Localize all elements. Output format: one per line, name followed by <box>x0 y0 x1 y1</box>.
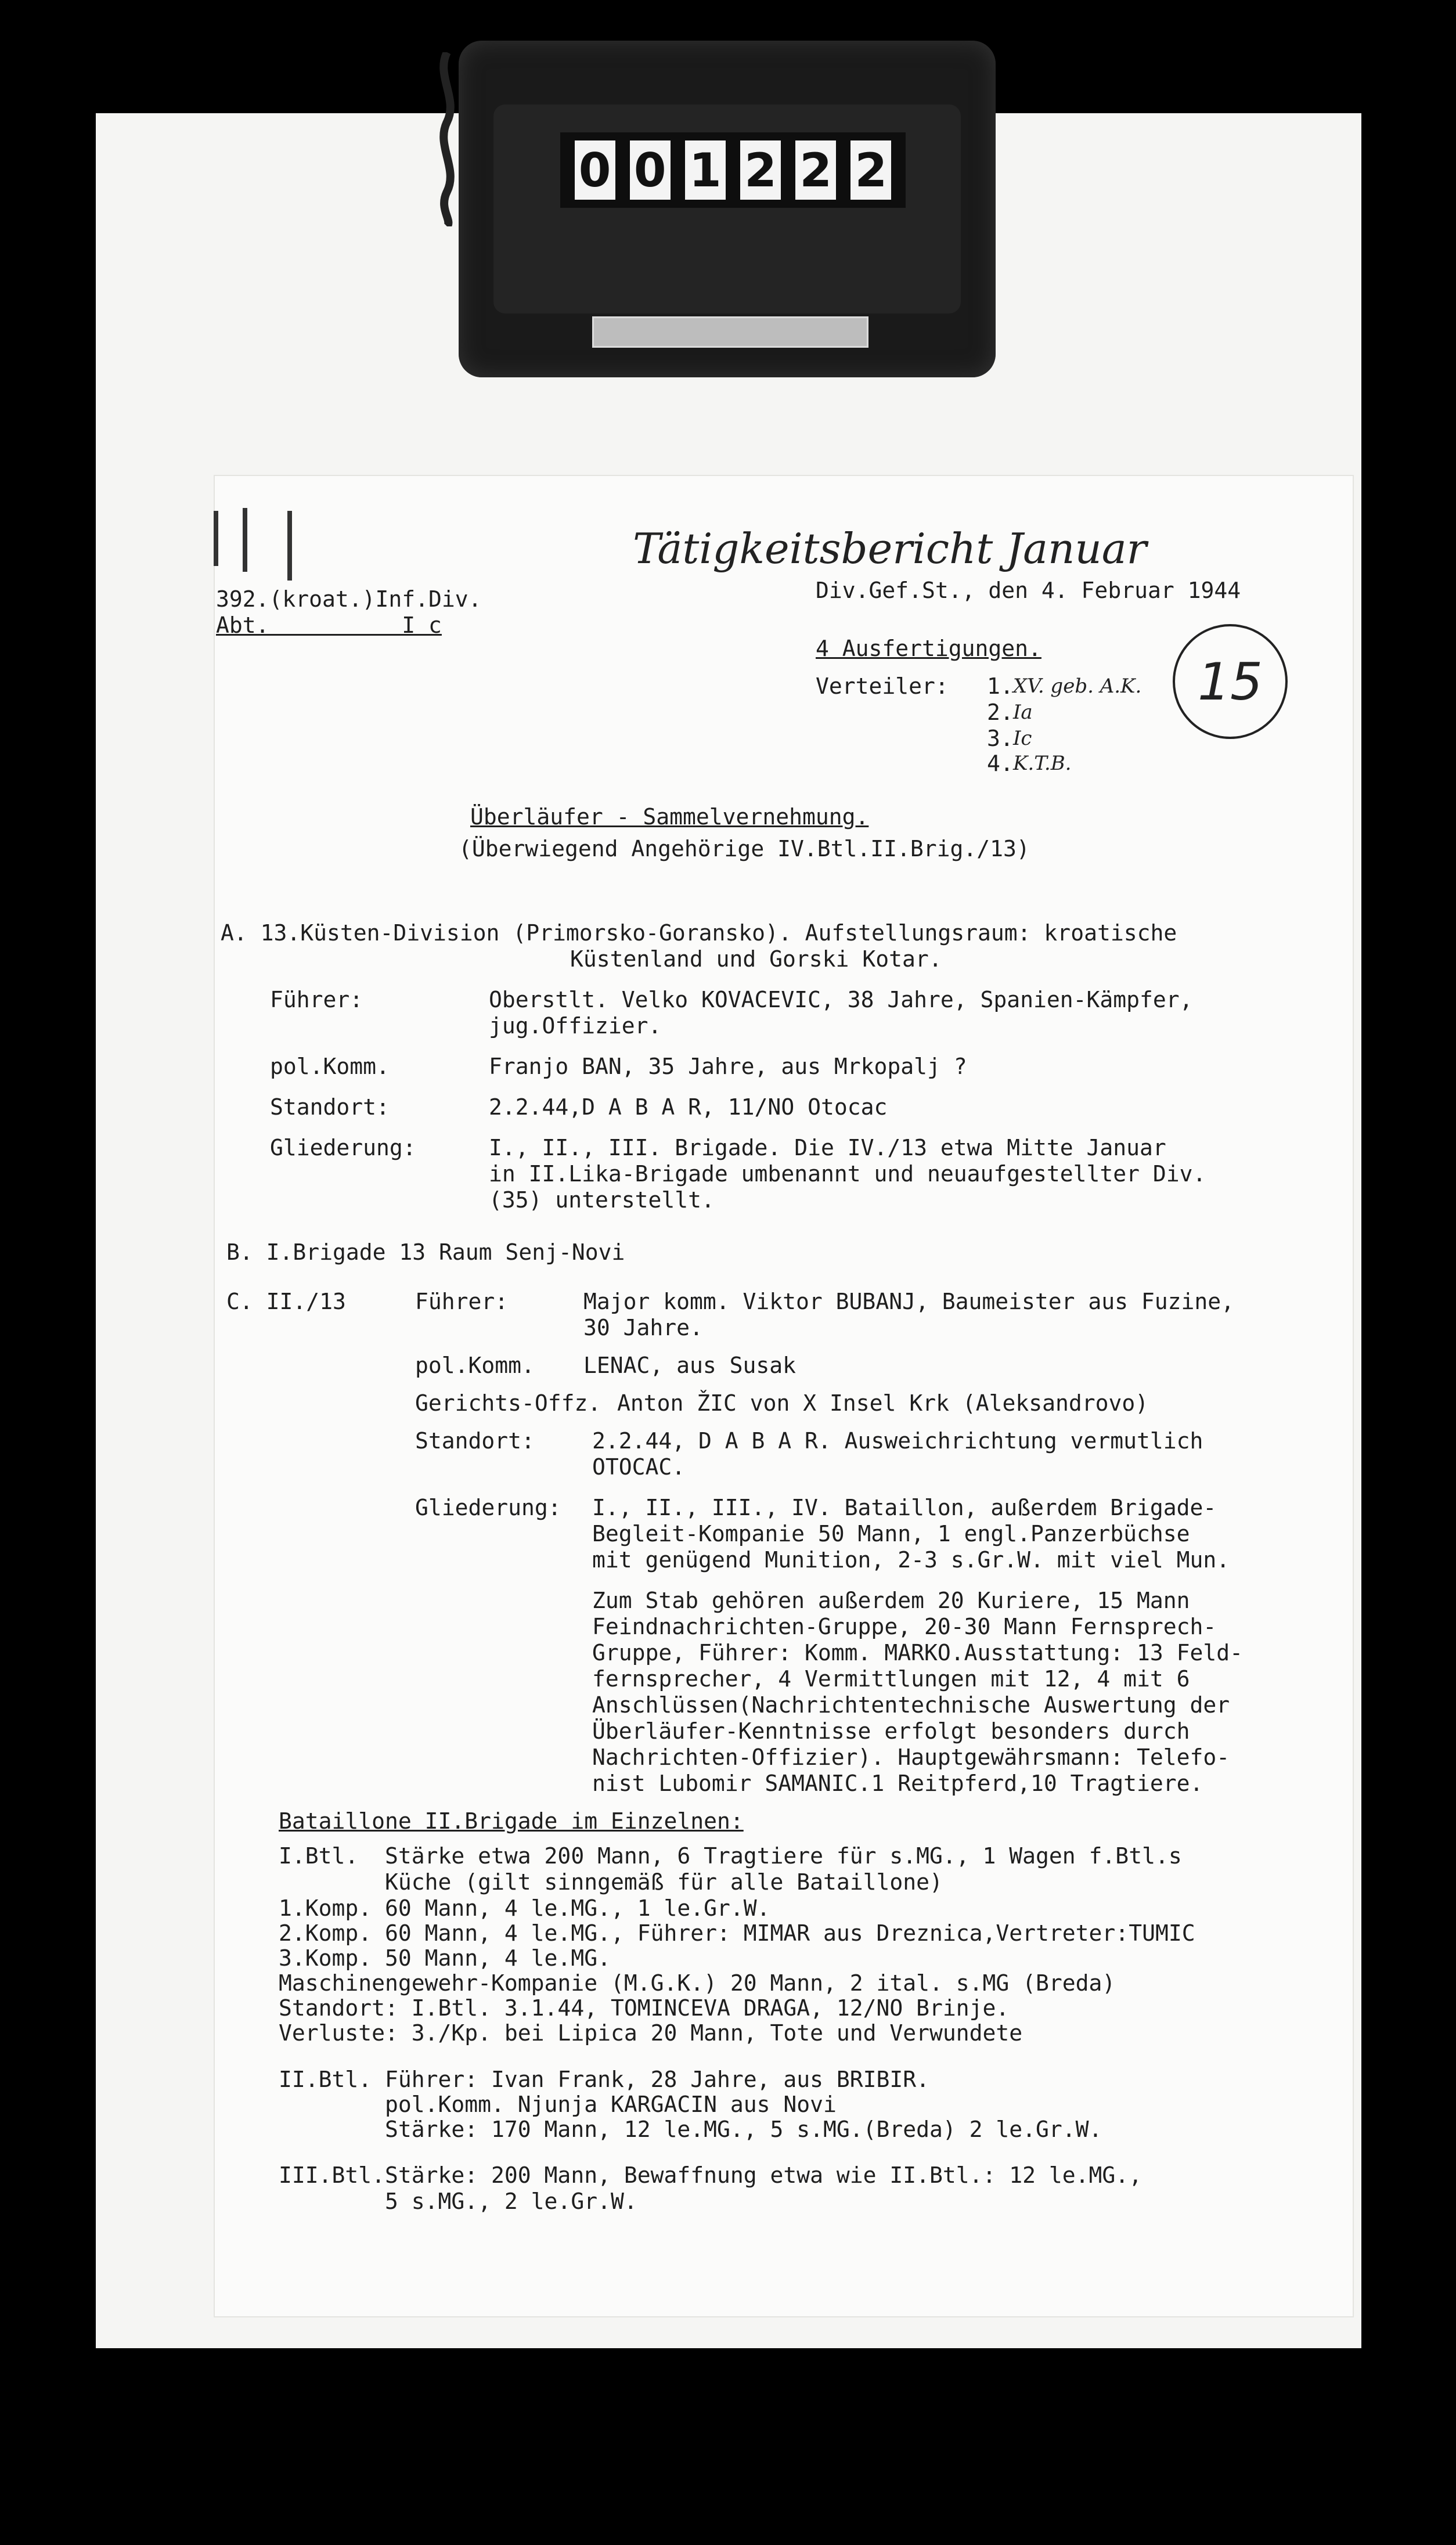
section-a-label: Gliederung: <box>270 1135 416 1160</box>
department: Abt. I c <box>216 612 442 638</box>
staff-paragraph: Gruppe, Führer: Komm. MARKO.Ausstattung: 13 Feld- <box>592 1640 1244 1666</box>
counter-digit: 2 <box>740 140 781 200</box>
section-a-heading: A. 13.Küsten-Division (Primorsko-Goransko). Aufstellungsraum: kroatische <box>221 920 1177 946</box>
battalion-line: 2.Komp. 60 Mann, 4 le.MG., Führer: MIMAR aus Dreznica,Vertreter:TUMIC <box>279 1920 1195 1946</box>
battalion-line: III.Btl.Stärke: 200 Mann, Bewaffnung etwa wie II.Btl.: 12 le.MG., <box>279 2162 1143 2188</box>
section-a-text: in II.Lika-Brigade umbenannt und neuaufgestellter Div. <box>489 1161 1206 1187</box>
report-title: Überläufer - Sammelvernehmung. <box>470 804 869 830</box>
section-c-text: mit genügend Munition, 2-3 s.Gr.W. mit viel Mun. <box>592 1547 1230 1573</box>
battalion-line: 3.Komp. 50 Mann, 4 le.MG. <box>279 1945 611 1971</box>
section-a-label: Führer: <box>270 987 363 1012</box>
section-a-label: pol.Komm. <box>270 1054 390 1079</box>
distribution-entry: K.T.B. <box>1013 752 1072 775</box>
battalion-line: pol.Komm. Njunja KARGACIN aus Novi <box>279 2092 837 2117</box>
section-a-text: (35) unterstellt. <box>489 1187 715 1213</box>
punch-mark <box>214 511 218 566</box>
section-c-text: 2.2.44, D A B A R. Ausweichrichtung vermutlich <box>592 1428 1203 1454</box>
counter-cable <box>435 52 459 226</box>
distribution-num: 3. <box>987 726 1014 751</box>
punch-mark <box>243 508 247 572</box>
section-a-text: I., II., III. Brigade. Die IV./13 etwa Mitte Januar <box>489 1135 1166 1160</box>
distribution-num: 1. <box>987 673 1014 699</box>
section-b: B. I.Brigade 13 Raum Senj-Novi <box>226 1239 625 1265</box>
battalion-line: I.Btl. Stärke etwa 200 Mann, 6 Tragtiere für s.MG., 1 Wagen f.Btl.s <box>279 1843 1182 1869</box>
section-c-label: Gerichts-Offz. <box>415 1390 601 1416</box>
section-c-heading: C. II./13 <box>226 1289 346 1314</box>
section-c-text: Major komm. Viktor BUBANJ, Baumeister aus Fuzine, <box>583 1289 1235 1314</box>
section-a-text: Oberstlt. Velko KOVACEVIC, 38 Jahre, Spanien-Kämpfer, <box>489 987 1193 1012</box>
copies-note: 4 Ausfertigungen. <box>816 636 1041 661</box>
section-a-line: Küstenland und Gorski Kotar. <box>570 946 942 972</box>
staff-paragraph: Nachrichten-Offizier). Hauptgewährsmann: Telefo- <box>592 1744 1230 1770</box>
distribution-label: Verteiler: <box>816 673 949 699</box>
section-c-text: Anton ŽIC von X Insel Krk (Aleksandrovo) <box>617 1390 1149 1416</box>
distribution-entry: XV. geb. A.K. <box>1013 675 1142 698</box>
handwritten-title: Tätigkeitsbericht Januar <box>633 524 1147 573</box>
page-number-circle: 15 <box>1173 624 1288 739</box>
counter-digit: 1 <box>685 140 726 200</box>
battalion-line: 5 s.MG., 2 le.Gr.W. <box>279 2189 637 2214</box>
distribution-entry: Ic <box>1013 727 1032 750</box>
section-c-label: Gliederung: <box>415 1495 561 1520</box>
counter-plate <box>592 316 868 348</box>
section-c-label: Standort: <box>415 1428 535 1454</box>
battalion-line: Stärke: 170 Mann, 12 le.MG., 5 s.MG.(Breda) 2 le.Gr.W. <box>279 2117 1102 2142</box>
battalion-line: Verluste: 3./Kp. bei Lipica 20 Mann, Tote und Verwundete <box>279 2020 1023 2046</box>
counter-digit: 0 <box>630 140 671 200</box>
staff-paragraph: Anschlüssen(Nachrichtentechnische Auswertung der <box>592 1692 1230 1718</box>
section-c-text: LENAC, aus Susak <box>583 1353 797 1378</box>
distribution-num: 2. <box>987 700 1014 725</box>
section-c-text: I., II., III., IV. Bataillon, außerdem Brigade- <box>592 1495 1217 1520</box>
distribution-num: 4. <box>987 751 1014 776</box>
battalion-line: 1.Komp. 60 Mann, 4 le.MG., 1 le.Gr.W. <box>279 1895 770 1921</box>
section-c-text: OTOCAC. <box>592 1454 686 1480</box>
staff-paragraph: nist Lubomir SAMANIC.1 Reitpferd,10 Tragtiere. <box>592 1771 1203 1796</box>
section-c-label: Führer: <box>415 1289 509 1314</box>
section-c-text: Begleit-Kompanie 50 Mann, 1 engl.Panzerbüchse <box>592 1521 1190 1547</box>
staff-paragraph: fernsprecher, 4 Vermittlungen mit 12, 4 mit 6 <box>592 1666 1190 1692</box>
section-c-label: pol.Komm. <box>415 1353 535 1378</box>
staff-paragraph: Überläufer-Kenntnisse erfolgt besonders durch <box>592 1718 1190 1744</box>
staff-paragraph: Zum Stab gehören außerdem 20 Kuriere, 15 Mann <box>592 1588 1190 1613</box>
section-c-text: 30 Jahre. <box>583 1315 703 1340</box>
section-a-label: Standort: <box>270 1094 390 1120</box>
battalion-line: Küche (gilt sinngemäß für alle Bataillone) <box>279 1869 943 1895</box>
counter-digit: 2 <box>795 140 836 200</box>
distribution-entry: Ia <box>1013 701 1033 724</box>
battalions-heading: Bataillone II.Brigade im Einzelnen: <box>279 1808 744 1834</box>
section-a-text: 2.2.44,D A B A R, 11/NO Otocac <box>489 1094 888 1120</box>
section-a-text: jug.Offizier. <box>489 1013 662 1039</box>
counter-digit: 0 <box>575 140 615 200</box>
place-date: Div.Gef.St., den 4. Februar 1944 <box>816 578 1241 603</box>
punch-mark <box>287 511 292 581</box>
section-a-text: Franjo BAN, 35 Jahre, aus Mrkopalj ? <box>489 1054 967 1079</box>
division-name: 392.(kroat.)Inf.Div. <box>216 586 482 612</box>
report-subtitle: (Überwiegend Angehörige IV.Btl.II.Brig./13) <box>459 836 1030 861</box>
battalion-line: Maschinengewehr-Kompanie (M.G.K.) 20 Mann, 2 ital. s.MG (Breda) <box>279 1970 1116 1996</box>
counter-digit: 2 <box>850 140 891 200</box>
battalion-line: Standort: I.Btl. 3.1.44, TOMINCEVA DRAGA, 12/NO Brinje. <box>279 1995 1010 2021</box>
battalion-line: II.Btl. Führer: Ivan Frank, 28 Jahre, aus BRIBIR. <box>279 2067 930 2092</box>
staff-paragraph: Feindnachrichten-Gruppe, 20-30 Mann Fernsprech- <box>592 1614 1217 1639</box>
counter-display <box>560 132 906 208</box>
